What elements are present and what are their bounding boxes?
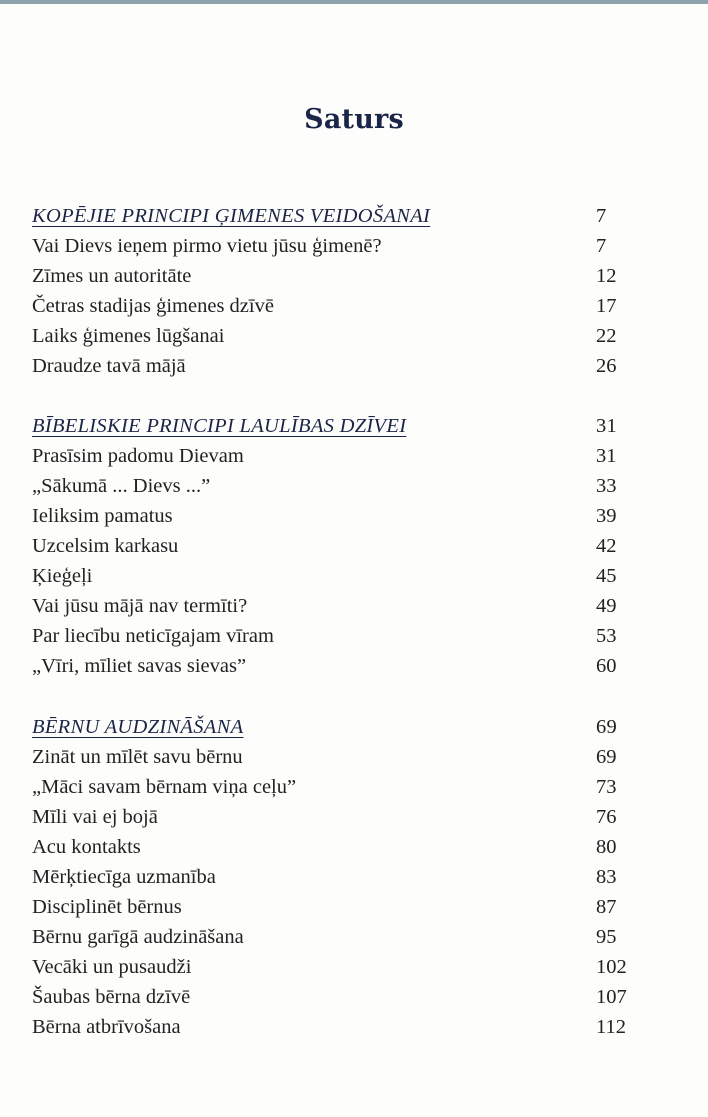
page-number: 49 bbox=[596, 595, 617, 617]
page-number: 102 bbox=[596, 956, 627, 978]
page-number: 7 bbox=[596, 205, 607, 227]
toc-entry[interactable] bbox=[32, 561, 632, 591]
entry-title: Šaubas bērna dzīvē bbox=[32, 986, 191, 1008]
toc-entry[interactable] bbox=[32, 441, 632, 471]
entry-title: Vai Dievs ieņem pirmo vietu jūsu ģimenē? bbox=[32, 235, 382, 257]
page-number: 80 bbox=[596, 836, 617, 858]
entry-title: Zināt un mīlēt savu bērnu bbox=[32, 746, 243, 768]
entry-title: Prasīsim padomu Dievam bbox=[32, 445, 244, 467]
toc-entry[interactable] bbox=[32, 832, 632, 862]
page-number: 60 bbox=[596, 655, 617, 677]
toc-entry[interactable] bbox=[32, 471, 632, 501]
section-heading[interactable] bbox=[32, 712, 632, 742]
toc-entry[interactable] bbox=[32, 651, 632, 681]
toc-entry[interactable] bbox=[32, 772, 632, 802]
toc-entry[interactable] bbox=[32, 892, 632, 922]
entry-title: „Vīri, mīliet savas sievas” bbox=[32, 655, 247, 677]
section-title: KOPĒJIE PRINCIPI ĢIMENES VEIDOŠANAI bbox=[32, 205, 431, 227]
page-number: 45 bbox=[596, 565, 617, 587]
toc-entry[interactable] bbox=[32, 291, 632, 321]
section-title: BĪBELISKIE PRINCIPI LAULĪBAS DZĪVEI bbox=[32, 415, 407, 437]
toc-entry[interactable] bbox=[32, 501, 632, 531]
entry-title: Par liecību neticīgajam vīram bbox=[32, 625, 274, 647]
toc-entry[interactable] bbox=[32, 802, 632, 832]
page-number: 12 bbox=[596, 265, 617, 287]
page-number: 31 bbox=[596, 415, 618, 437]
toc-entry[interactable] bbox=[32, 621, 632, 651]
entry-title: „Māci savam bērnam viņa ceļu” bbox=[32, 776, 297, 798]
page-number: 39 bbox=[596, 505, 617, 527]
page-title: Saturs bbox=[304, 104, 404, 135]
entry-title: Bērna atbrīvošana bbox=[32, 1016, 181, 1038]
entry-title: Bērnu garīgā audzināšana bbox=[32, 926, 244, 948]
page-number: 69 bbox=[596, 716, 618, 738]
entry-title: Mērķtiecīga uzmanība bbox=[32, 866, 216, 888]
toc-entry[interactable] bbox=[32, 862, 632, 892]
page-number: 33 bbox=[596, 475, 617, 497]
entry-title: Laiks ģimenes lūgšanai bbox=[32, 325, 225, 347]
page-number: 31 bbox=[596, 445, 617, 467]
toc-entry[interactable] bbox=[32, 952, 632, 982]
entry-title: „Sākumā ... Dievs ...” bbox=[32, 475, 211, 497]
page-top-edge bbox=[0, 0, 708, 4]
page-number: 22 bbox=[596, 325, 617, 347]
entry-title: Acu kontakts bbox=[32, 836, 141, 858]
page-number: 73 bbox=[596, 776, 617, 798]
toc-entry[interactable] bbox=[32, 922, 632, 952]
page-number: 76 bbox=[596, 806, 617, 828]
page-number: 7 bbox=[596, 235, 607, 257]
page-number: 53 bbox=[596, 625, 617, 647]
page-number: 17 bbox=[596, 295, 617, 317]
entry-title: Draudze tavā mājā bbox=[32, 355, 186, 377]
page-number: 95 bbox=[596, 926, 617, 948]
page-number: 107 bbox=[596, 986, 627, 1008]
toc-entry[interactable] bbox=[32, 231, 632, 261]
page-number: 112 bbox=[596, 1016, 626, 1038]
entry-title: Četras stadijas ģimenes dzīvē bbox=[32, 295, 274, 317]
section-heading[interactable] bbox=[32, 201, 632, 231]
entry-title: Ieliksim pamatus bbox=[32, 505, 173, 527]
page-number: 69 bbox=[596, 746, 617, 768]
toc-entry[interactable] bbox=[32, 531, 632, 561]
page-number: 83 bbox=[596, 866, 617, 888]
toc-entry[interactable] bbox=[32, 591, 632, 621]
section-title: BĒRNU AUDZINĀŠANA bbox=[32, 716, 244, 738]
entry-title: Disciplinēt bērnus bbox=[32, 896, 182, 918]
toc-entry[interactable] bbox=[32, 261, 632, 291]
toc-entry[interactable] bbox=[32, 1012, 632, 1042]
entry-title: Uzcelsim karkasu bbox=[32, 535, 179, 557]
section-heading[interactable] bbox=[32, 411, 632, 441]
toc-entry[interactable] bbox=[32, 982, 632, 1012]
entry-title: Vai jūsu mājā nav termīti? bbox=[32, 595, 248, 617]
toc-entry[interactable] bbox=[32, 321, 632, 351]
page-number: 42 bbox=[596, 535, 617, 557]
entry-title: Zīmes un autoritāte bbox=[32, 265, 192, 287]
entry-title: Ķieģeļi bbox=[32, 565, 93, 587]
toc-entry[interactable] bbox=[32, 742, 632, 772]
page-number: 26 bbox=[596, 355, 617, 377]
toc-entry[interactable] bbox=[32, 351, 632, 381]
entry-title: Vecāki un pusaudži bbox=[32, 956, 192, 978]
page-number: 87 bbox=[596, 896, 617, 918]
entry-title: Mīli vai ej bojā bbox=[32, 806, 158, 828]
